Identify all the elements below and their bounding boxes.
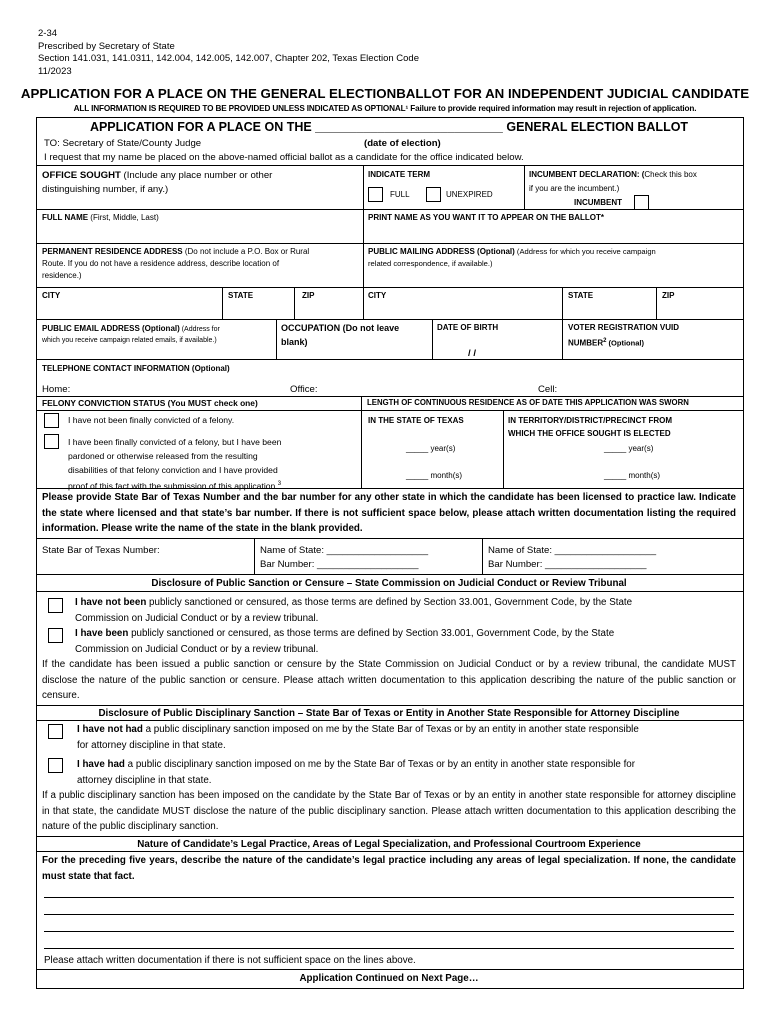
- zip-label: ZIP: [302, 291, 315, 300]
- mailing-state-label: STATE: [568, 291, 594, 300]
- dob-slashes: / /: [468, 348, 476, 359]
- email-label: PUBLIC EMAIL ADDRESS (Optional) (Address for: [42, 324, 220, 333]
- sanction-heading: Disclosure of Public Sanction or Censure – State Commission on Judicial Conduct or Review Tribunal: [151, 578, 627, 589]
- mailing-zip-label: ZIP: [662, 291, 675, 300]
- discipline-heading: Disclosure of Public Disciplinary Sanction – State Bar of Texas or Entity in Another State Responsible for Attorney Discipline: [98, 708, 680, 719]
- city-label: CITY: [42, 291, 61, 300]
- required-note: ALL INFORMATION IS REQUIRED TO BE PROVIDED UNLESS INDICATED AS OPTIONAL¹ Failure to provide required information may result in rejection of application.: [73, 104, 697, 113]
- in-territory-label-2: WHICH THE OFFICE SOUGHT IS ELECTED: [508, 429, 671, 438]
- request-text: I request that my name be placed on the above-named official ballot as a candidate for the office indicated below.: [44, 152, 524, 163]
- form-number: 2-34: [38, 28, 58, 39]
- discipline-note: If a public disciplinary sanction has been imposed on the candidate by the State Bar of Texas or by an entity in another state responsible for attorney discipline in that state, the candidate MUST disclose the nature of the public disciplinary sanction. Please attach written documentation to this application describing the nature of the public disciplinary sanction.: [42, 790, 736, 832]
- incumbent-checkbox[interactable]: [634, 195, 649, 210]
- vuid-label-2: NUMBER$^2$ (Optional): [568, 338, 644, 348]
- practice-instructions: For the preceding five years, describe the nature of the candidate’s legal practice including any areas of legal specialization. If none, the candidate must state that fact.: [42, 855, 736, 882]
- to-line: TO: Secretary of State/County Judge: [44, 138, 202, 149]
- full-name-label: FULL NAME (First, Middle, Last): [42, 213, 159, 222]
- ballot-name-field[interactable]: [366, 226, 738, 240]
- form-header: [38, 28, 419, 78]
- office-sought-hint: distinguishing number, if any.): [42, 184, 169, 195]
- incumbent-declaration-label: INCUMBENT DECLARATION: (Check this box: [529, 170, 697, 179]
- residence-address-hint-2: residence.): [42, 271, 82, 280]
- residence-address-hint: Route. If you do not have a residence address, describe location of: [42, 259, 280, 268]
- telephone-label: TELEPHONE CONTACT INFORMATION (Optional): [42, 364, 230, 373]
- dob-label: DATE OF BIRTH: [437, 323, 499, 332]
- practice-line-2[interactable]: [44, 914, 734, 915]
- felony-not-convicted-checkbox[interactable]: [44, 413, 59, 428]
- state-months-field[interactable]: _____ month(s): [406, 471, 463, 480]
- mailing-address-hint: related correspondence, if available.): [368, 259, 493, 268]
- date-of-election-label: (date of election): [364, 138, 441, 149]
- full-name-field[interactable]: [40, 226, 360, 240]
- sanction-not-been-checkbox[interactable]: [48, 598, 63, 613]
- term-unexpired-checkbox[interactable]: [426, 187, 441, 202]
- state-years-field[interactable]: _____ year(s): [406, 444, 456, 453]
- state-label: STATE: [228, 291, 254, 300]
- discipline-not-had-checkbox[interactable]: [48, 724, 63, 739]
- felony-option-1: I have not been finally convicted of a felony.: [68, 415, 235, 425]
- felony-status-label: FELONY CONVICTION STATUS (You MUST check one): [42, 398, 258, 408]
- incumbent-declaration-hint: if you are the incumbent.): [529, 184, 620, 193]
- occupation-label-2: blank): [281, 337, 308, 347]
- office-phone-label: Office:: [290, 384, 318, 395]
- name-of-state-field-2[interactable]: Name of State: ___________________: [488, 545, 657, 556]
- prescribed-by: Prescribed by Secretary of State: [38, 40, 175, 52]
- statutes: Section 141.031, 141.0311, 142.004, 142.005, 142.007, Chapter 202, Texas Election Code: [38, 53, 419, 64]
- email-hint: which you receive campaign related emails, if available.): [42, 337, 217, 344]
- ballot-name-label: PRINT NAME AS YOU WANT IT TO APPEAR ON THE BALLOT*: [368, 213, 605, 222]
- discipline-had-checkbox[interactable]: [48, 758, 63, 773]
- in-state-label: IN THE STATE OF TEXAS: [368, 416, 464, 425]
- practice-line-4[interactable]: [44, 948, 734, 949]
- occupation-label: OCCUPATION (Do not leave: [281, 323, 400, 333]
- practice-line-3[interactable]: [44, 931, 734, 932]
- page-title: APPLICATION FOR A PLACE ON THE GENERAL ELECTIONBALLOT FOR AN INDEPENDENT JUDICIAL CANDIDATE: [20, 86, 750, 101]
- bar-instructions: Please provide State Bar of Texas Number and the bar number for any other state in which the candidate has been licensed to practice law. Indicate the state where licensed and that state’s bar number. If there is not sufficient space below, please attach written documentation listing the required information. Please write the name of the state in the blank provided.: [42, 492, 736, 534]
- office-sought-label: OFFICE SOUGHT (Include any place number or other: [42, 170, 273, 181]
- continued-note: Application Continued on Next Page…: [299, 973, 479, 984]
- state-bar-number-label: State Bar of Texas Number:: [42, 545, 160, 556]
- practice-heading: Nature of Candidate’s Legal Practice, Areas of Legal Specialization, and Professional Courtroom Experience: [137, 839, 641, 850]
- vuid-label: VOTER REGISTRATION VUID: [568, 323, 679, 332]
- term-unexpired-label: UNEXPIRED: [446, 190, 493, 199]
- mailing-city-label: CITY: [368, 291, 387, 300]
- indicate-term-label: INDICATE TERM: [368, 170, 431, 179]
- territory-months-field[interactable]: _____ month(s): [604, 471, 661, 480]
- incumbent-label: INCUMBENT: [574, 198, 622, 207]
- form-heading: APPLICATION FOR A PLACE ON THE ___________________________ GENERAL ELECTION BALLOT: [89, 120, 689, 134]
- office-sought-field[interactable]: [40, 198, 360, 208]
- discipline-not-had-text: I have not had a public disciplinary sanction imposed on me by the State Bar of Texas or by an entity in another state responsible for attorney discipline in that state.: [77, 724, 639, 751]
- felony-option-2: I have been finally convicted of a felony, but I have been pardoned or otherwise released from the resulting disabilities of that felony conviction and I have provided proof of this fact with the submission of this application.$^3$: [68, 437, 282, 491]
- sanction-not-been-text: I have not been publicly sanctioned or censured, as those terms are defined by Section 33.001, Government Code, by the State Commission on Judicial Conduct or by a review tribunal.: [75, 597, 633, 624]
- cell-phone-label: Cell:: [538, 384, 558, 395]
- mailing-address-label: PUBLIC MAILING ADDRESS (Optional) (Address for which you receive campaign: [368, 247, 656, 256]
- discipline-had-text: I have had a public disciplinary sanction imposed on me by the State Bar of Texas or by an entity in another state responsible for attorney discipline in that state.: [77, 759, 636, 786]
- term-full-label: FULL: [390, 190, 410, 199]
- form-date: 11/2023: [38, 65, 72, 77]
- bar-number-field-1[interactable]: Bar Number: ___________________: [260, 559, 419, 570]
- sanction-been-text: I have been publicly sanctioned or censured, as those terms are defined by Section 33.001, Government Code, by the State Commission on Judicial Conduct or by a review tribunal.: [75, 628, 615, 655]
- sanction-been-checkbox[interactable]: [48, 628, 63, 643]
- term-full-checkbox[interactable]: [368, 187, 383, 202]
- home-phone-label: Home:: [42, 384, 71, 395]
- residence-length-label: LENGTH OF CONTINUOUS RESIDENCE AS OF DATE THIS APPLICATION WAS SWORN: [367, 398, 689, 407]
- in-territory-label: IN TERRITORY/DISTRICT/PRECINCT FROM: [508, 416, 672, 425]
- sanction-note: If the candidate has been issued a public sanction or censure by the State Commission on Judicial Conduct or by a review tribunal, the candidate MUST disclose the nature of the public sanction or censure. Please attach written documentation to this application describing the nature of the public sanction or censure.: [42, 659, 736, 701]
- practice-line-1[interactable]: [44, 897, 734, 898]
- residence-address-label: PERMANENT RESIDENCE ADDRESS (Do not include a P.O. Box or Rural: [42, 247, 310, 256]
- attach-note: Please attach written documentation if there is not sufficient space on the lines above.: [44, 955, 416, 966]
- name-of-state-field-1[interactable]: Name of State: ___________________: [260, 545, 429, 556]
- bar-number-field-2[interactable]: Bar Number: ___________________: [488, 559, 647, 570]
- felony-pardoned-checkbox[interactable]: [44, 434, 59, 449]
- territory-years-field[interactable]: _____ year(s): [604, 444, 654, 453]
